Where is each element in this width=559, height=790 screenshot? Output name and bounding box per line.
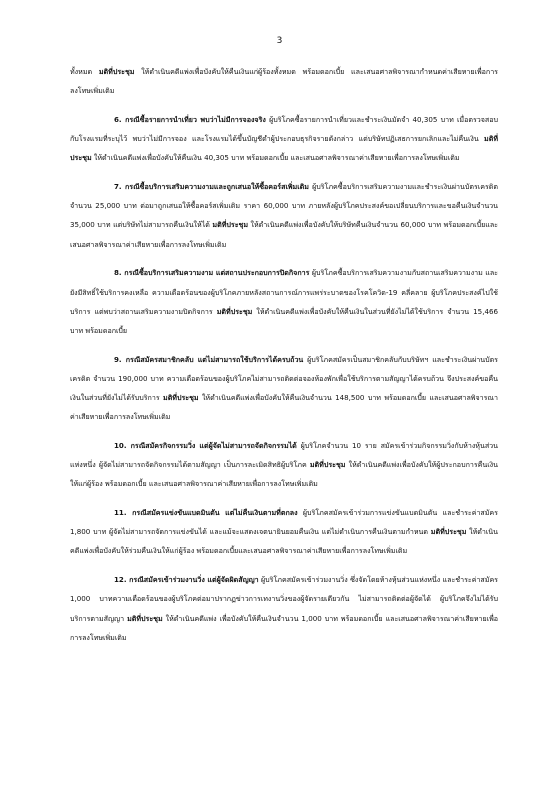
resolution-label: มติที่ประชุม bbox=[163, 393, 199, 403]
text-run: ผู้บริโภคสมัครเข้าร่วมงานวิ่ง ซึ่งจัดโดยห้างหุ้นส่วนแห่งหนึ่ง และชำระค่าสมัคร 1,000 บาทความเดือดร้อนของผู้บริโภคต่อมาปรากฏข่าวการเทงานวิ่งของผู้จัดรายเดียวกัน ไม่สามารถติดต่อผู้จัดได้ ผู้บริโภคจึงไม่ได้รับบริการตามสัญญา bbox=[70, 575, 498, 623]
case-heading: 6. กรณีซื้อรายการนำเที่ยว พบว่าไม่มีการจองจริง bbox=[114, 114, 266, 124]
case-8-paragraph bbox=[70, 263, 498, 340]
case-6-paragraph bbox=[70, 110, 498, 168]
case-9-paragraph bbox=[70, 350, 498, 427]
case-12-paragraph bbox=[70, 570, 498, 647]
document-body bbox=[70, 62, 498, 656]
paragraph-1 bbox=[70, 62, 498, 100]
resolution-label: มติที่ประชุม bbox=[212, 220, 248, 230]
text-run: ผู้บริโภคซื้อบริการเสริมความงามกับสถานเสริมความงาม และยังมีสิทธิ์ใช้บริการคงเหลือ ความเดือดร้อนของผู้บริโภคภายหลังสถานการณ์การแพร่ระบาดของโรคโควิด-19 คลี่คลาย ผู้บริโภคประสงค์ไปใช้บริการ แต่พบว่าสถานเสริมความงามปิดกิจการ bbox=[70, 268, 498, 316]
case-heading: 9. กรณีสมัครสมาชิกคลับ แต่ไม่สามารถใช้บริการได้ครบถ้วน bbox=[114, 354, 304, 364]
text-run: ผู้บริโภคสมัครเป็นสมาชิกคลับกับบริษัทฯ และชำระเงินผ่านบัตรเครดิต จำนวน 190,000 บาท ความเดือดร้อนของผู้บริโภคไม่สามารถติดต่อจองห้องพักเพื่อใช้บริการตามสัญญาได้ครบถ้วน จึงประสงค์ขอคืนเงินในส่วนที่ยังไม่ได้รับบริการ bbox=[70, 354, 498, 403]
text-run: ให้ดำเนินคดีแพ่งเพื่อบังคับให้ผู้ประกอบการคืนเงินให้แก่ผู้ร้อง พร้อมดอกเบี้ย และเสนอศาลพิจารณาค่าเสียหายเพื่อการลงโทษเพิ่มเติม bbox=[70, 460, 498, 489]
case-7-paragraph bbox=[70, 177, 498, 254]
text-run: ผู้บริโภคจำนวน 10 ราย สมัครเข้าร่วมกิจกรรมวิ่งกับห้างหุ้นส่วนแห่งหนึ่ง ผู้จัดไม่สามารถจัดกิจกรรมได้ตามสัญญา เป็นการละเมิดสิทธิผู้บริโภค bbox=[70, 440, 498, 470]
resolution-label: มติที่ประชุม bbox=[309, 460, 346, 470]
text-run: ให้ดำเนินคดีแพ่งเพื่อบังคับให้คืนเงินในส่วนที่ยังไม่ได้ใช้บริการ จำนวน 15,466 บาท พร้อมดอกเบี้ย bbox=[70, 306, 498, 335]
text-run: ให้ดำเนินคดีแพ่งเพื่อบังคับให้คืนเงินแก่ผู้ร้องทั้งหมด พร้อมดอกเบี้ย และเสนอศาลพิจารณากำหนดค่าเสียหายเพื่อการลงโทษเพิ่มเติม bbox=[70, 67, 498, 96]
resolution-label: มติที่ประชุม bbox=[216, 306, 253, 316]
case-10-paragraph bbox=[70, 436, 498, 494]
text-run: ทั้งหมด bbox=[70, 67, 99, 76]
text-run: ให้ดำเนินคดีแพ่งเพื่อบังคับให้ร่วมคืนเงินให้แก่ผู้ร้อง พร้อมดอกเบี้ยและเสนอศาลพิจารณาค่าเสียหายเพื่อการลงโทษเพิ่มเติม bbox=[70, 527, 499, 556]
text-run: ให้ดำเนินคดีแพ่ง เพื่อบังคับให้คืนเงินจำนวน 1,000 บาท พร้อมดอกเบี้ย และเสนอศาลพิจารณาค่าเสียหายเพื่อการลงโทษเพิ่มเติม bbox=[70, 613, 499, 642]
case-heading: 12. กรณีสมัครเข้าร่วมงานวิ่ง แต่ผู้จัดผิดสัญญา bbox=[114, 575, 259, 585]
case-heading: 7. กรณีซื้อบริการเสริมความงามและถูกเสนอให้ซื้อคอร์สเพิ่มเติม bbox=[114, 182, 309, 192]
text-run: ผู้บริโภคซื้อรายการนำเที่ยวและชำระเงินมัดจำ 40,305 บาท เมื่อตรวจสอบกับโรงแรมที่ระบุไว้ พบว่าไม่มีการจอง และโรงแรมได้ขึ้นบัญชีดำผู้ประกอบธุรกิจรายดังกล่าว แต่บริษัทปฏิเสธการยกเลิกและไม่คืนเงิน bbox=[70, 114, 498, 144]
case-heading: 8. กรณีซื้อบริการเสริมความงาม แต่สถานประกอบการปิดกิจการ bbox=[114, 268, 310, 278]
text-run: ผู้บริโภคสมัครเข้าร่วมการแข่งขันแบดมินตัน และชำระค่าสมัคร 1,800 บาท ผู้จัดไม่สามารถจัดการแข่งขันได้ และแม้จะแสดงเจตนายินยอมคืนเงิน แต่ไม่ดำเนินการคืนเงินตามกำหนด bbox=[70, 508, 498, 537]
case-11-paragraph bbox=[70, 503, 498, 561]
case-heading: 11. กรณีสมัครแข่งขันแบดมินตัน แต่ไม่คืนเงินตามที่ตกลง bbox=[114, 508, 298, 518]
resolution-label: มติที่ประชุม bbox=[98, 67, 135, 76]
text-run: ให้ดำเนินคดีแพ่งเพื่อบังคับให้บริษัทคืนเงินจำนวน 60,000 บาท พร้อมดอกเบี้ยและเสนอศาลพิจารณาค่าเสียหายเพื่อการลงโทษเพิ่มเติม bbox=[70, 220, 498, 249]
text-run: ให้ดำเนินคดีแพ่งเพื่อบังคับให้คืนเงิน 40,305 บาท พร้อมดอกเบี้ย และเสนอศาลพิจารณาค่าเสียหายเพื่อการลงโทษเพิ่มเติม bbox=[91, 153, 460, 163]
resolution-label: มติที่ประชุม bbox=[430, 527, 467, 537]
case-heading: 10. กรณีสมัครกิจกรรมวิ่ง แต่ผู้จัดไม่สามารถจัดกิจกรรมได้ bbox=[114, 440, 297, 450]
text-run: ให้ดำเนินคดีแพ่งเพื่อบังคับให้คืนเงินจำนวน 148,500 บาท พร้อมดอกเบี้ย และเสนอศาลพิจารณาค่าเสียหายเพื่อการลงโทษเพิ่มเติม bbox=[70, 393, 498, 422]
resolution-label: มติที่ประชุม bbox=[70, 134, 498, 163]
page-number: 3 bbox=[276, 36, 283, 46]
resolution-label: มติที่ประชุม bbox=[127, 613, 163, 623]
text-run: ผู้บริโภคซื้อบริการเสริมความงามและชำระเงินผ่านบัตรเครดิต จำนวน 25,000 บาท ต่อมาถูกเสนอให้ซื้อคอร์สเพิ่มเติม ราคา 60,000 บาท ภายหลังผู้บริโภคประสงค์ขอเปลี่ยนบริการและขอคืนเงินจำนวน 35,000 บาท แต่บริษัทไม่สามารถคืนเงินให้ได้ bbox=[70, 182, 498, 230]
